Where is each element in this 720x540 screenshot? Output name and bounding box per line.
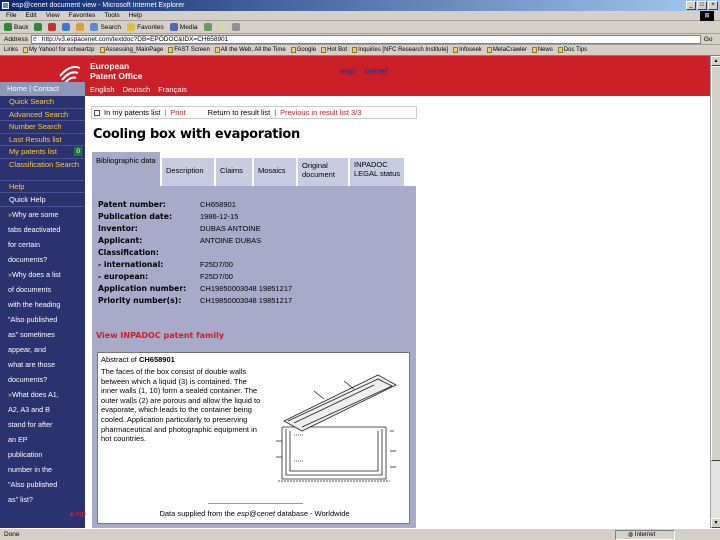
status-bar	[0, 528, 720, 540]
sidebar-item-classification-search[interactable]: Classification Search	[0, 159, 85, 181]
european-class-value: F25D7/00	[200, 272, 233, 281]
go-button[interactable]: Go	[703, 35, 713, 43]
inventor-label: Inventor:	[98, 224, 138, 233]
link-page-icon	[168, 47, 173, 53]
epo-title: European Patent Office	[90, 61, 143, 81]
link-item[interactable]: Infoseek	[453, 47, 482, 53]
link-item[interactable]: MetaCrawler	[487, 47, 527, 53]
sidebar-item-number-search[interactable]: Number Search	[0, 121, 85, 134]
bullet-icon: »	[8, 270, 12, 279]
patent-number-value: CH658901	[200, 200, 236, 209]
ie-icon	[2, 2, 9, 9]
inventor-value: DUBAS ANTOINE	[200, 224, 261, 233]
star-icon	[127, 23, 135, 31]
patents-count-badge: 0	[76, 148, 80, 155]
vertical-scrollbar[interactable]	[710, 56, 720, 528]
menu-bar	[0, 11, 720, 21]
patent-number-label: Patent number:	[98, 200, 166, 209]
action-bar: In my patents list | Print Return to result list | Previous in result list 3/3	[91, 106, 417, 119]
back-button[interactable]: Back	[4, 23, 28, 31]
link-page-icon	[23, 47, 28, 53]
quick-help-title: Quick Help	[0, 193, 85, 207]
tab-bibliographic-data[interactable]: Bibliographic data	[92, 152, 160, 186]
security-zone: ◍ Internet	[615, 530, 675, 540]
abstract-box	[97, 352, 410, 524]
publication-date-label: Publication date:	[98, 212, 173, 221]
link-item[interactable]: My Yahoo! for schwartzp	[23, 47, 94, 53]
back-arrow-icon	[4, 23, 12, 31]
data-source-note: Data supplied from the esp@cenet database - Worldwide	[98, 509, 411, 518]
sidebar-item-quick-search[interactable]: Quick Search	[0, 96, 85, 109]
mail-icon	[218, 23, 226, 31]
lang-deutsch[interactable]: Deutsch	[122, 85, 151, 94]
link-page-icon	[453, 47, 458, 53]
abstract-title: Abstract of CH658901	[101, 355, 175, 364]
mail-button[interactable]	[218, 23, 226, 31]
patents-list-checkbox[interactable]	[94, 110, 100, 116]
stop-icon	[48, 23, 56, 31]
windows-logo-icon: ⊞	[700, 11, 714, 21]
media-button[interactable]: Media	[170, 23, 198, 31]
page-viewport	[0, 56, 710, 528]
media-icon	[170, 23, 178, 31]
link-page-icon	[558, 47, 563, 53]
epo-logo-icon	[58, 62, 82, 84]
bibliographic-panel	[92, 186, 416, 348]
applicant-value: ANTOINE DUBAS	[200, 236, 262, 245]
link-item[interactable]: Google	[291, 47, 316, 53]
abstract-panel	[92, 348, 416, 528]
forward-button[interactable]	[34, 23, 42, 31]
globe-icon: ◍	[628, 532, 635, 538]
address-input[interactable]	[31, 35, 701, 44]
toolbar	[0, 21, 720, 34]
refresh-button[interactable]	[62, 23, 70, 31]
link-item[interactable]: FAST Screen	[168, 47, 210, 53]
sidebar	[0, 96, 85, 528]
espacenet-logo: esp@cenet	[340, 66, 388, 76]
link-page-icon	[291, 47, 296, 53]
page-icon: e	[32, 35, 37, 43]
print-link[interactable]: Print	[170, 108, 186, 117]
link-item[interactable]: News	[532, 47, 553, 53]
abstract-text: The faces of the box consist of double walls between which a liquid (3) is contained. The inner walls (1, 10) form a sealed container. The outer walls (2) are porous and allow the liquid to evaporate, which leads to the container being cooled. Application particularly to preserving pharmaceutical and photographic equipment in hot countries.	[101, 367, 261, 444]
status-text: Done	[4, 531, 20, 538]
help-link[interactable]: »Why does a list of documents with the heading "Also published as" sometimes appear, and what are those documents?	[8, 270, 61, 384]
home-button[interactable]	[76, 23, 84, 31]
sidebar-item-last-results[interactable]: Last Results list	[0, 134, 85, 147]
menu-view[interactable]: View	[45, 12, 60, 19]
home-icon	[76, 23, 84, 31]
sidebar-item-help[interactable]: Help	[0, 181, 85, 194]
menu-edit[interactable]: Edit	[25, 12, 37, 19]
search-button[interactable]: Search	[90, 23, 121, 31]
minimize-button[interactable]: _	[686, 1, 696, 10]
bullet-icon: »	[8, 390, 12, 399]
page-title: Cooling box with evaporation	[93, 127, 300, 142]
link-page-icon	[100, 47, 105, 53]
window-title: esp@cenet document view - Microsoft Internet Explorer	[12, 2, 185, 9]
link-item[interactable]: All the Web, All the Time	[215, 47, 286, 53]
link-page-icon	[532, 47, 537, 53]
favorites-button[interactable]: Favorites	[127, 23, 164, 31]
links-bar	[0, 45, 720, 56]
classification-label: Classification:	[98, 248, 159, 257]
link-item[interactable]: Hot Bot	[321, 47, 347, 53]
link-page-icon	[215, 47, 220, 53]
help-link[interactable]: »What does A1, A2, A3 and B stand for after an EP publication number in the "Also published as" list?	[8, 390, 59, 504]
link-page-icon	[487, 47, 492, 53]
sidebar-item-advanced-search[interactable]: Advanced Search	[0, 109, 85, 122]
application-number-value: CH19850003048 19851217	[200, 284, 293, 293]
lang-english[interactable]: English	[90, 85, 115, 94]
links-label: Links	[4, 47, 19, 53]
bullet-icon: »	[8, 210, 12, 219]
european-class-label: - european:	[98, 272, 149, 281]
maximize-button[interactable]: □	[697, 1, 707, 10]
close-button[interactable]: ×	[708, 1, 718, 10]
language-links	[90, 85, 187, 94]
title-bar	[0, 0, 720, 11]
history-icon	[204, 23, 212, 31]
history-button[interactable]	[204, 23, 212, 31]
printer-icon	[232, 23, 240, 31]
menu-favorites[interactable]: Favorites	[68, 12, 96, 19]
refresh-icon	[62, 23, 70, 31]
help-link[interactable]: »Why are some tabs deactivated for certain documents?	[8, 210, 61, 264]
link-item[interactable]: Assessing_MainPage	[100, 47, 164, 53]
address-bar	[0, 34, 720, 45]
publication-date-value: 1986-12-15	[200, 212, 239, 221]
address-url: http://v3.espacenet.com/textdoc?DB=EPODOC&IDX=CH658901	[41, 35, 229, 43]
tab-inpadoc-legal-status[interactable]: INPADOC LEGAL status	[350, 158, 404, 186]
priority-number-label: Priority number(s):	[98, 296, 182, 305]
print-toolbar-button[interactable]	[232, 23, 240, 31]
patent-drawing-image	[274, 371, 402, 489]
lang-francais[interactable]: Français	[158, 85, 187, 94]
forward-arrow-icon	[34, 23, 42, 31]
menu-file[interactable]: File	[6, 12, 17, 19]
menu-tools[interactable]: Tools	[104, 12, 120, 19]
back-to-top-link[interactable]: ▲top	[68, 509, 86, 518]
menu-help[interactable]: Help	[128, 12, 142, 19]
epo-header	[0, 56, 710, 96]
international-class-value: F25D7/00	[200, 260, 233, 269]
scroll-thumb[interactable]	[711, 66, 720, 461]
home-contact-link[interactable]: Home | Contact	[0, 82, 85, 96]
link-item[interactable]: Doc Tips	[558, 47, 587, 53]
tab-claims[interactable]: Claims	[216, 158, 252, 186]
tab-original-document[interactable]: Original document	[298, 158, 348, 186]
previous-result-link[interactable]: Previous in result list 3/3	[280, 108, 362, 117]
search-icon	[90, 23, 98, 31]
scroll-down-icon[interactable]: ▼	[711, 518, 720, 528]
in-my-patents-list-label[interactable]: In my patents list	[104, 108, 161, 117]
tab-description[interactable]: Description	[162, 158, 214, 186]
link-item[interactable]: Inquiries [NFC Research Institute]	[352, 47, 448, 53]
address-label: Address	[4, 35, 28, 43]
stop-button[interactable]	[48, 23, 56, 31]
link-page-icon	[321, 47, 326, 53]
return-to-results-link[interactable]: Return to result list	[207, 108, 271, 117]
divider	[208, 503, 303, 504]
international-class-label: - international:	[98, 260, 164, 269]
document-tabs	[92, 152, 416, 186]
application-number-label: Application number:	[98, 284, 187, 293]
sidebar-item-my-patents[interactable]: My patents list 0	[0, 146, 85, 159]
tab-mosaics[interactable]: Mosaics	[254, 158, 296, 186]
applicant-label: Applicant:	[98, 236, 143, 245]
priority-number-value: CH19850003048 19851217	[200, 296, 293, 305]
inpadoc-family-link[interactable]: View INPADOC patent family	[96, 331, 225, 340]
link-page-icon	[352, 47, 357, 53]
scroll-up-icon[interactable]: ▲	[711, 56, 720, 66]
